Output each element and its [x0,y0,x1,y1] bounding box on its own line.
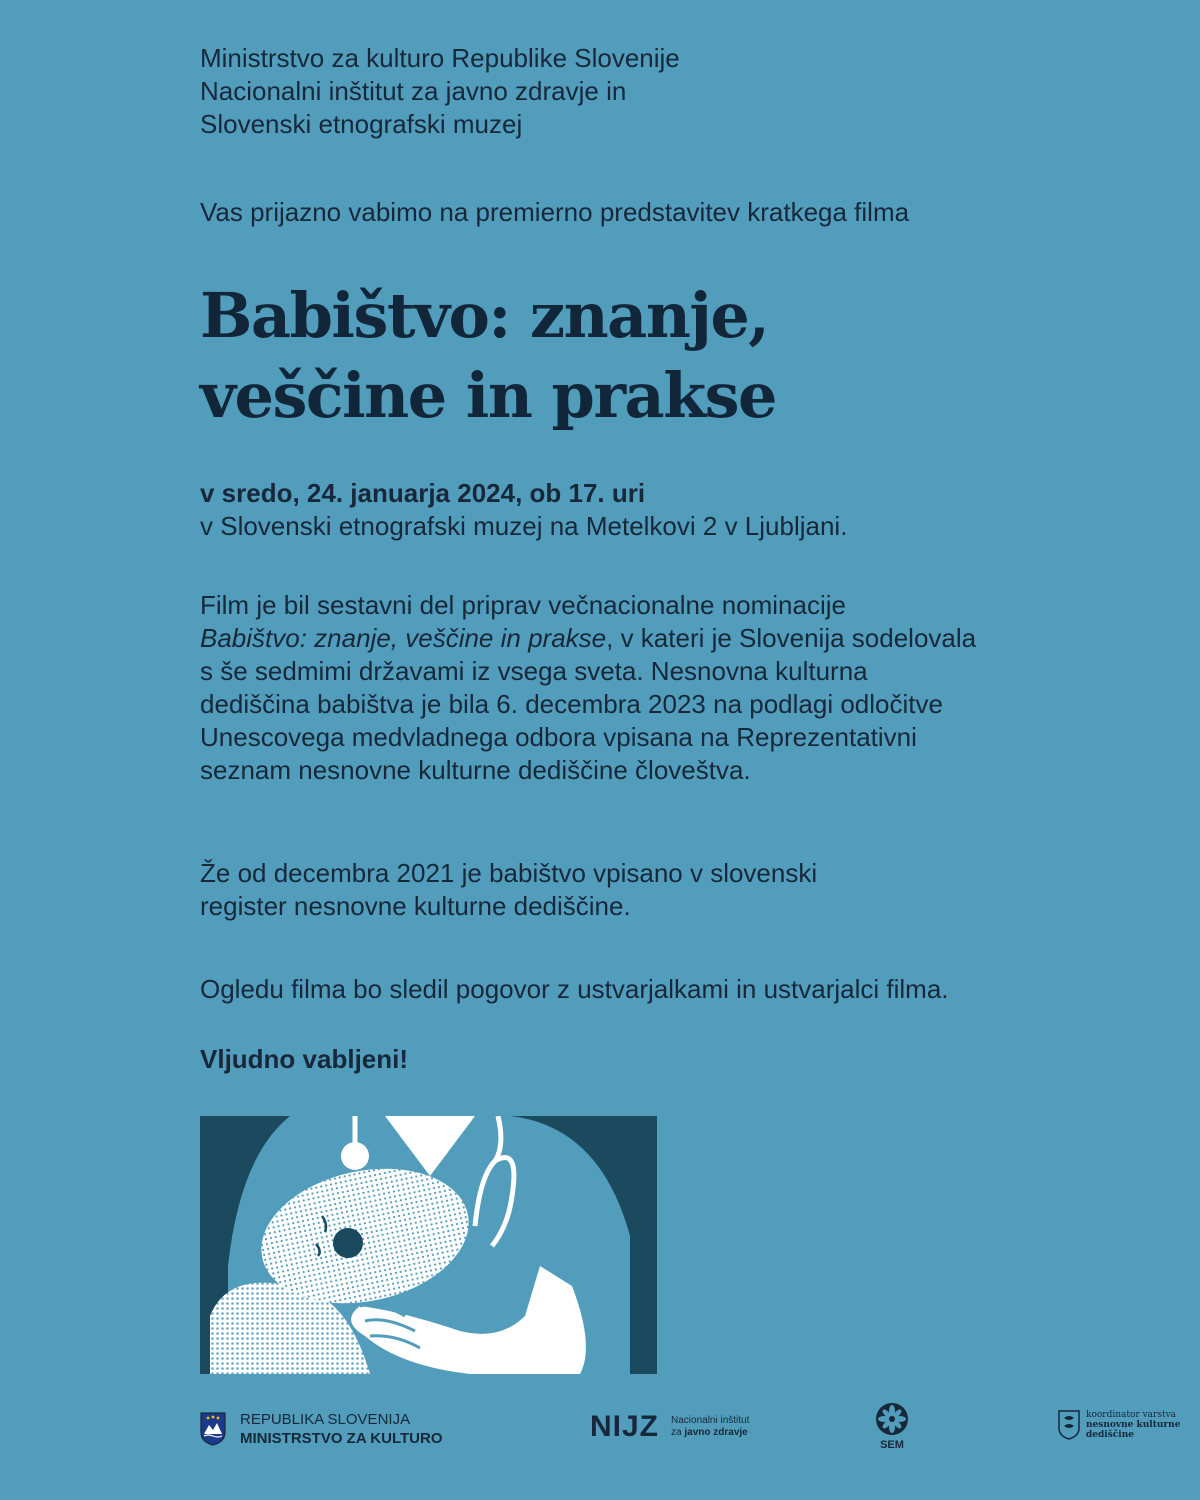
event-details [200,477,847,543]
event-date: v sredo, 24. januarja 2024, ob 17. uri [200,478,646,508]
organizer-line: Ministrstvo za kulturo Republike Slovenije [200,43,680,73]
film-title-line: veščine in prakse [200,359,777,432]
paragraph-nomination [200,589,976,787]
sem-wordmark: SEM [880,1439,904,1451]
coordinator-line3: dediščine [1086,1430,1134,1440]
coordinator-shield-icon [1058,1410,1080,1440]
sem-flower-icon [875,1402,909,1436]
nijz-line1: Nacionalni inštitut [671,1415,750,1426]
paragraph-line: s še sedmimi državami iz vsega sveta. Nesnovna kulturna [200,656,868,686]
paragraph-line: Že od decembra 2021 je babištvo vpisano v slovenski [200,858,818,888]
paragraph-line: Film je bil sestavni del priprav večnacionalne nominacije [200,590,846,620]
coordinator-line2: nesnovne kulturne [1086,1420,1181,1430]
nijz-logo [590,1410,749,1444]
nijz-wordmark: NIJZ [590,1410,660,1443]
paragraph-line: register nesnovne kulturne dediščine. [200,891,631,921]
paragraph-line: Unescovega medvladnega odbora vpisana na Reprezentativni [200,722,917,752]
coordinator-line1: koordinator varstva [1086,1410,1177,1420]
footer-logos [0,1400,1200,1480]
sem-logo [875,1402,909,1451]
organizers [200,42,680,141]
closing-text: Vljudno vabljeni! [200,1044,409,1074]
slovenia-coat-of-arms-icon [200,1412,226,1446]
organizer-line: Nacionalni inštitut za javno zdravje in [200,76,627,106]
film-title [200,276,776,436]
nijz-line2: za javno zdravje [671,1427,748,1438]
ministry-line2: MINISTRSTVO ZA KULTURO [240,1430,443,1447]
invitation-text: Vas prijazno vabimo na premierno predstavitev kratkega filma [200,197,910,227]
paragraph-line: dediščina babištva je bila 6. decembra 2023 na podlagi odločitve [200,689,943,719]
coordinator-logo [1058,1410,1180,1440]
organizer-line: Slovenski etnografski muzej [200,109,523,139]
film-title-line: Babištvo: znanje, [200,279,769,352]
paragraph-register [200,857,817,923]
paragraph-line [200,622,976,655]
paragraph-line-rest: , v kateri je Slovenija sodelovala [606,623,977,653]
ministry-logo [200,1410,443,1448]
event-location: v Slovenski etnografski muzej na Metelkovi 2 v Ljubljani. [200,511,848,541]
ministry-line1: REPUBLIKA SLOVENIJA [240,1411,411,1428]
paragraph-line: seznam nesnovne kulturne dediščine človeštva. [200,755,751,785]
paragraph-discussion: Ogledu filma bo sledil pogovor z ustvarjalkami in ustvarjalci filma. [200,974,949,1004]
nomination-title: Babištvo: znanje, veščine in prakse [200,623,607,653]
midwife-holding-baby-illustration [200,1116,657,1374]
